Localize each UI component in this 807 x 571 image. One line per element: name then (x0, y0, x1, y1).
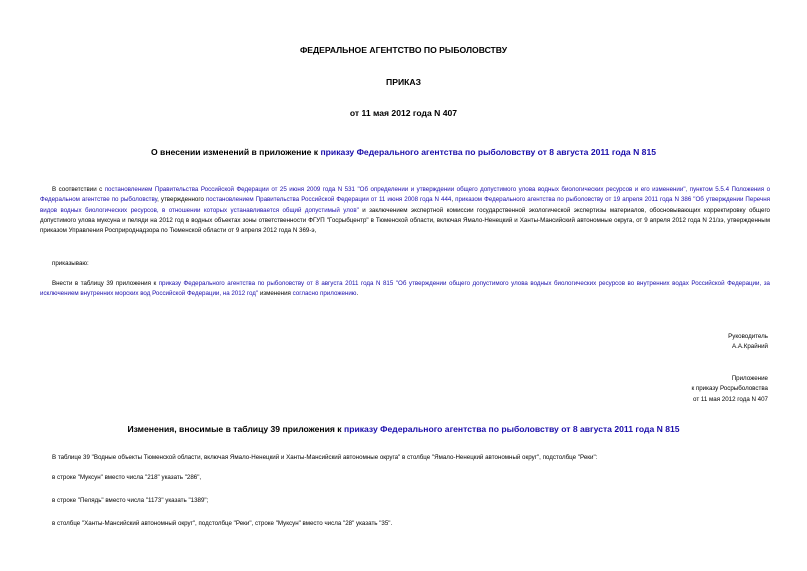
signature-position: Руководитель (728, 333, 768, 340)
preamble-link-resolution-531[interactable]: постановлением Правительства Российской Федерации от 25 июня 2009 года N 531 "Об определении и утверждении общего допустимого улова водных биологических ресурсов и его изменении", пунктом 5.5.4 Положения о Федеральном агентстве по рыболовству (40, 186, 771, 204)
order-paragraph (40, 279, 770, 300)
preamble-text-1: В соответствии с (52, 186, 105, 193)
change-item: в столбце "Ханты-Мансийский автономный округ", подстолбце "Реки", строке "Муксун" вместо числа "28" указать "35". (52, 520, 393, 527)
changes-title-link[interactable]: приказу Федерального агентства по рыболовству от 8 августа 2011 года N 815 (344, 424, 680, 434)
changes-title-prefix: Изменения, вносимые в таблицу 39 приложения к (127, 424, 344, 434)
appendix-label: Приложение (731, 375, 768, 382)
signature-name: А.А.Крайний (732, 343, 768, 351)
order-link-appendix[interactable]: согласно приложению (292, 290, 357, 298)
change-item: В таблице 39 "Водные объекты Тюменской области, включая Ямало-Ненецкий и Ханты-Мансийский автономные округа" в столбце "Ямало-Ненецкий автономный округ", подстолбце "Реки": (52, 454, 598, 461)
order-text-1: Внести в таблицу 39 приложения к (52, 280, 159, 287)
appendix-date: от 11 мая 2012 года N 407 (693, 395, 768, 403)
changes-title (0, 424, 807, 435)
preamble-text-3: , (451, 196, 456, 204)
document-type: ПРИКАЗ (386, 77, 421, 87)
preamble-text-4: и заключением экспертной комиссии государственной экологической экспертизы материалов, обосновывающих корректировку общего допустимого улова муксуна и пеляди на 2012 год в водных объектах зоны ответственности ФГУП "Госрыбцентр" в Тюменской области, включая Ямало-Ненецкий и Ханты-Мансийский автономные округа, от 9 апреля 2012 года N 21/зэ, утвержденным приказом Управления Росприроднадзора по Тюменской области от 9 апреля 2012 года N 369-э, (40, 206, 771, 235)
title-link[interactable]: приказу Федерального агентства по рыболовству от 8 августа 2011 года N 815 (320, 147, 657, 157)
preamble-link-order-386[interactable]: приказом Федерального агентства по рыболовству от 19 апреля 2011 года N 386 "Об утверждении Перечня видов водных биологических ресурсов, в отношении которых устанавливается общий допустимый улов" (40, 196, 770, 214)
document-title (0, 147, 807, 158)
title-prefix: О внесении изменений в приложение к (150, 147, 321, 157)
document-date-number: от 11 мая 2012 года N 407 (349, 108, 458, 118)
appendix-reference: к приказу Росрыболовства (691, 385, 768, 393)
preamble-paragraph (40, 185, 770, 236)
order-text-3: . (356, 290, 359, 298)
signature-block (728, 332, 768, 353)
agency-name: ФЕДЕРАЛЬНОЕ АГЕНТСТВО ПО РЫБОЛОВСТВУ (299, 45, 508, 55)
preamble-text-2: , утвержденного (157, 196, 206, 204)
order-link-order-815[interactable]: приказу Федерального агентства по рыболовству от 8 августа 2011 года N 815 "Об утверждении общего допустимого улова водных биологических ресурсов во внутренних водах Российской Федерации, за исключением внутренних морских вод Российской Федерации, на 2012 год" (40, 280, 770, 298)
appendix-header (691, 374, 768, 405)
order-word: приказываю: (52, 260, 89, 267)
order-text-2: изменения (258, 290, 293, 298)
preamble-link-resolution-444[interactable]: постановлением Правительства Российской Федерации от 11 июня 2008 года N 444 (205, 196, 452, 204)
change-item: в строке "Пелядь" вместо числа "1173" указать "1389"; (52, 497, 209, 504)
change-item: в строке "Муксун" вместо числа "218" указать "286", (52, 474, 202, 481)
